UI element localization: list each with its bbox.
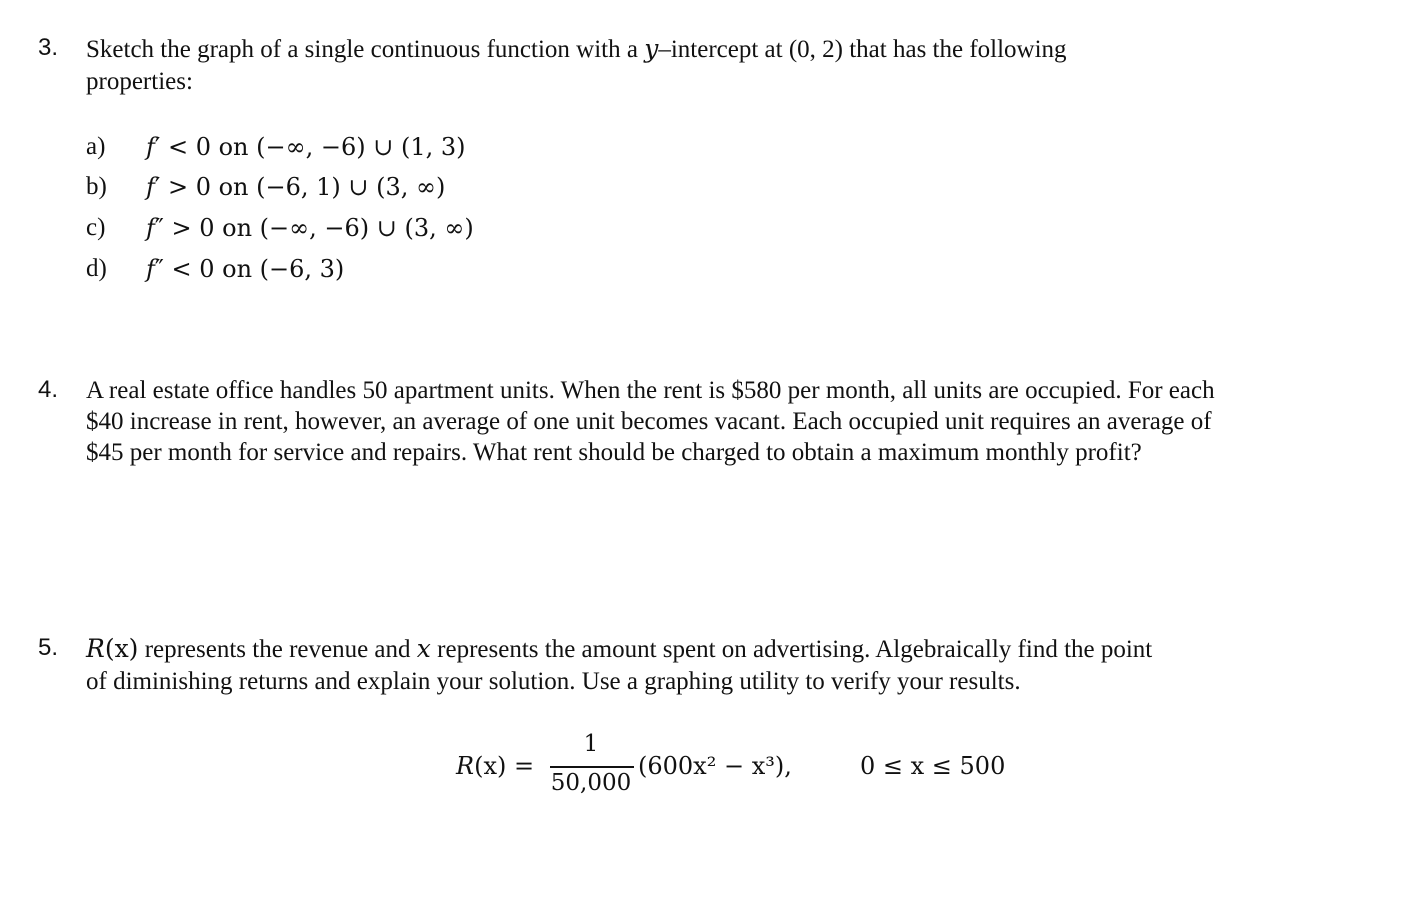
property-d-expression [146,255,344,283]
property-a-f: f [146,133,155,161]
property-b-label: b) [86,173,107,200]
question-5-R: R [86,634,105,663]
property-d-condition: < 0 on (−6, 3) [163,255,345,283]
property-b-expression [146,173,445,201]
formula-rhs: (600x² − x³), [638,752,792,780]
formula-denominator: 50,000 [550,770,632,796]
property-b-f: f [146,173,155,201]
question-3-prompt [86,33,1386,66]
question-3-text-b: –intercept at (0, 2) that has the following [658,36,1067,63]
property-c-prime: ″ [154,214,164,242]
property-b-prime: ′ [154,173,161,201]
formula-numerator: 1 [583,731,599,757]
property-c-label: c) [86,214,106,241]
question-4-line-1: A real estate office handles 50 apartment units. When the rent is $580 per month, all units are occupied. For each [86,377,1215,404]
property-c-f: f [146,214,155,242]
question-4-line-3: $45 per month for service and repairs. What rent should be charged to obtain a maximum monthly profit? [86,439,1142,466]
question-5-line-1 [86,633,1386,666]
question-4-line-2: $40 increase in rent, however, an average of one unit becomes vacant. Each occupied unit requires an average of [86,408,1212,435]
question-5-text-post: represents the amount spent on advertising. Algebraically find the point [430,636,1153,663]
question-3-text-a: Sketch the graph of a single continuous function with a [86,36,645,63]
formula-lhs [456,752,534,780]
property-a-condition: < 0 on (−∞, −6) ∪ (1, 3) [160,133,466,161]
question-5-var-x: x [416,634,431,663]
question-4-number: 4. [38,376,59,403]
question-5-number: 5. [38,634,59,661]
property-a-label: a) [86,133,106,160]
formula-domain: 0 ≤ x ≤ 500 [860,752,1006,780]
property-d-prime: ″ [154,255,164,283]
property-a-expression [146,133,466,161]
formula-R: R [456,752,475,780]
property-a-prime: ′ [154,133,161,161]
question-5-text-mid: represents the revenue and [138,636,417,663]
question-3-var-y: y [644,34,659,63]
question-3-number: 3. [38,34,59,61]
property-c-condition: > 0 on (−∞, −6) ∪ (3, ∞) [163,214,474,242]
formula-fraction-bar [550,766,634,768]
property-d-label: d) [86,255,107,282]
formula-lhs-arg: (x) = [474,752,535,780]
question-3-prompt-line2: properties: [86,68,193,95]
question-5-R-arg: (x) [104,634,139,663]
property-c-expression [146,214,474,242]
question-5-line-2: of diminishing returns and explain your solution. Use a graphing utility to verify your results. [86,668,1021,695]
property-b-condition: > 0 on (−6, 1) ∪ (3, ∞) [160,173,446,201]
property-d-f: f [146,255,155,283]
